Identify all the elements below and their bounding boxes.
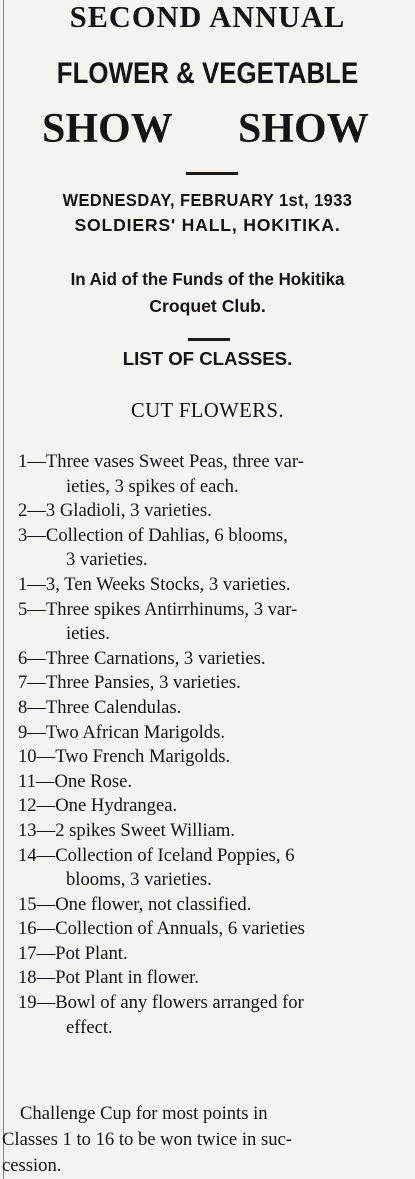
class-item: 1—3, Ten Weeks Stocks, 3 varieties.	[18, 573, 291, 595]
divider-rule	[186, 172, 238, 175]
heading-second-annual: SECOND ANNUAL	[69, 0, 346, 34]
class-item: 1—Three vases Sweet Peas, three var-	[18, 451, 304, 472]
class-item-continuation: blooms, 3 varieties.	[66, 869, 212, 891]
heading-flower-vegetable: FLOWER & VEGETABLE	[56, 57, 359, 90]
class-item: 12—One Hydrangea.	[18, 795, 178, 817]
class-item: 14—Collection of Iceland Poppies, 6	[18, 844, 295, 866]
class-item-continuation: 3 varieties.	[66, 549, 148, 571]
class-list	[0, 450, 415, 1040]
class-item: 10—Two French Marigolds.	[18, 746, 231, 768]
list-title: LIST OF CLASSES.	[122, 348, 293, 369]
footer-line-1: Challenge Cup for most points in	[20, 1103, 268, 1124]
footer-line-2: Classes 1 to 16 to be won twice in suc-	[2, 1129, 292, 1150]
class-item: 19—Bowl of any flowers arranged for	[18, 992, 304, 1014]
section-title: CUT FLOWERS.	[130, 400, 285, 422]
aid-line-1: In Aid of the Funds of the Hokitika	[70, 269, 345, 289]
footer-line-3: cession.	[2, 1155, 62, 1176]
class-item: 3—Collection of Dahlias, 6 blooms,	[18, 524, 288, 546]
class-item: 13—2 spikes Sweet William.	[18, 819, 236, 841]
class-item-continuation: ieties, 3 spikes of each.	[66, 475, 239, 497]
heading-show-right: SHOW	[238, 106, 369, 152]
class-item: 8—Three Calendulas.	[18, 696, 182, 718]
class-item: 7—Three Pansies, 3 varieties.	[18, 672, 241, 694]
class-item: 17—Pot Plant.	[18, 942, 128, 964]
class-item-continuation: effect.	[66, 1016, 113, 1038]
event-date: WEDNESDAY, FEBRUARY 1st, 1933	[62, 190, 353, 210]
class-item: 11—One Rose.	[18, 770, 133, 792]
class-item: 18—Pot Plant in flower.	[18, 967, 199, 989]
event-venue: SOLDIERS' HALL, HOKITIKA.	[74, 215, 341, 235]
class-item: 2—3 Gladioli, 3 varieties.	[18, 500, 212, 522]
footer-note	[0, 1101, 415, 1179]
class-item: 6—Three Carnations, 3 varieties.	[18, 647, 266, 669]
class-item-continuation: ieties.	[66, 623, 110, 645]
class-item: 5—Three spikes Antirrhinums, 3 var-	[18, 598, 298, 620]
heading-show-row	[0, 105, 415, 155]
class-item: 15—One flower, not classified.	[18, 893, 252, 915]
class-item: 16—Collection of Annuals, 6 varieties	[18, 918, 305, 940]
heading-show-left: SHOW	[42, 106, 173, 152]
class-item: 9—Two African Marigolds.	[18, 721, 225, 743]
divider-rule-2	[188, 338, 230, 341]
aid-line-2: Croquet Club.	[149, 296, 266, 316]
